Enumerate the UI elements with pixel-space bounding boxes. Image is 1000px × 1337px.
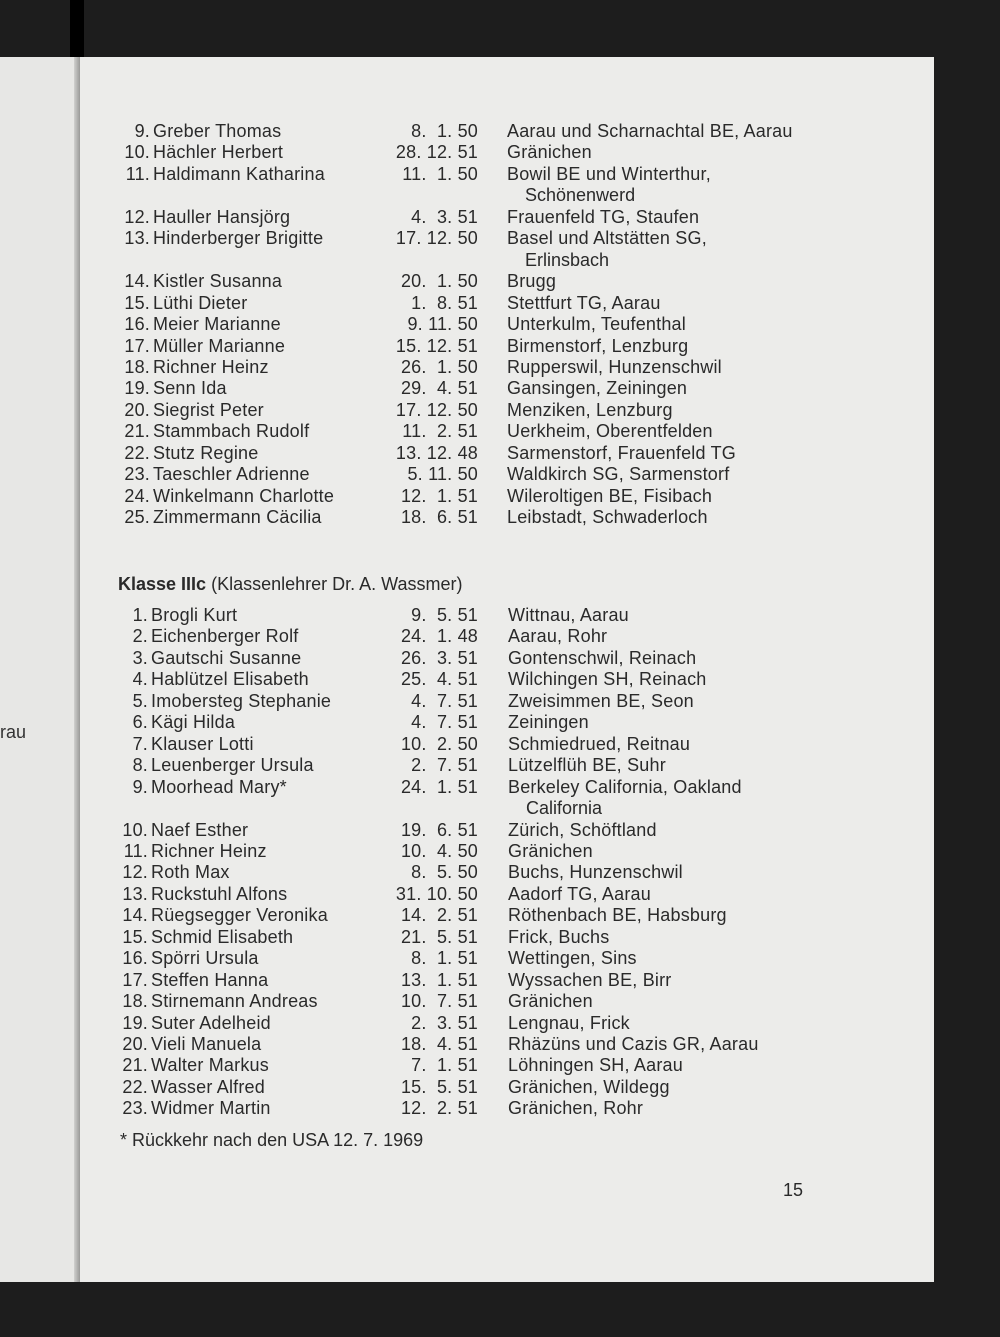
birth-date: 11. 1. 50 <box>402 163 478 184</box>
class-teacher: (Klassenlehrer Dr. A. Wassmer) <box>211 574 463 594</box>
hometown-continuation: Erlinsbach <box>525 249 610 270</box>
birth-date: 19. 6. 51 <box>400 819 478 840</box>
student-name: Winkelmann Charlotte <box>153 485 335 506</box>
list-row <box>0 734 900 756</box>
entry-number: 11. <box>125 163 150 184</box>
list-row <box>0 443 900 465</box>
entry-number: 24. <box>124 485 150 506</box>
birth-date: 29. 4. 51 <box>400 378 478 399</box>
birth-date: 8. 1. 50 <box>411 121 478 141</box>
birth-date: 25. 4. 51 <box>400 669 478 690</box>
hometown-residence: Frick, Buchs <box>508 926 610 947</box>
student-name: Greber Thomas <box>153 121 282 141</box>
hometown-residence: Menziken, Lenzburg <box>507 399 673 420</box>
birth-date: 17. 12. 50 <box>395 228 478 249</box>
list-row <box>0 626 900 648</box>
entry-number: 10. <box>122 819 148 840</box>
birth-date: 4. 3. 51 <box>411 206 478 227</box>
student-name: Richner Heinz <box>153 356 269 377</box>
student-name: Naef Esther <box>151 819 249 840</box>
list-row <box>0 948 900 970</box>
entry-number: 12. <box>122 862 148 883</box>
list-row <box>0 669 900 691</box>
list-row <box>0 841 900 863</box>
entry-number: 5. <box>132 690 148 711</box>
list-row <box>0 991 900 1013</box>
student-name: Brogli Kurt <box>151 605 238 625</box>
entry-number: 13. <box>124 228 150 249</box>
entry-number: 20. <box>122 1034 148 1054</box>
entry-number: 1. <box>132 605 148 625</box>
entry-number: 6. <box>132 712 148 733</box>
hometown-residence: Zweisimmen BE, Seon <box>508 690 694 711</box>
birth-date: 2. 3. 51 <box>411 1012 478 1033</box>
hometown-residence: Gränichen, Wildegg <box>508 1076 670 1097</box>
list-row <box>0 862 900 884</box>
list-row <box>0 1098 900 1120</box>
hometown-residence: Lengnau, Frick <box>508 1012 630 1033</box>
list-row <box>0 777 900 799</box>
entry-number: 15. <box>122 926 148 947</box>
list-row <box>0 820 900 842</box>
list-row <box>0 884 900 906</box>
birth-date: 18. 4. 51 <box>400 1034 478 1054</box>
list-row <box>0 378 900 400</box>
student-name: Senn Ida <box>153 378 227 399</box>
entry-number: 22. <box>124 442 150 463</box>
student-name: Zimmermann Cäcilia <box>153 507 322 528</box>
student-name: Taeschler Adrienne <box>153 464 310 485</box>
hometown-residence: Uerkheim, Oberentfelden <box>507 421 713 442</box>
entry-number: 17. <box>124 335 150 356</box>
list-row <box>0 121 900 143</box>
hometown-residence: Aadorf TG, Aarau <box>508 883 651 904</box>
birth-date: 18. 6. 51 <box>400 507 478 528</box>
student-name: Gautschi Susanne <box>151 647 302 668</box>
entry-number: 8. <box>132 755 148 776</box>
hometown-residence: Sarmenstorf, Frauenfeld TG <box>507 442 736 463</box>
birth-date: 9. 5. 51 <box>411 605 478 625</box>
hometown-residence: Zeiningen <box>508 712 589 733</box>
hometown-residence: Rupperswil, Hunzenschwil <box>507 356 722 377</box>
hometown-residence: Unterkulm, Teufenthal <box>507 314 686 335</box>
birth-date: 14. 2. 51 <box>400 905 478 926</box>
birth-date: 28. 12. 51 <box>395 142 478 163</box>
student-name: Imobersteg Stephanie <box>151 690 332 711</box>
entry-number: 13. <box>122 883 148 904</box>
student-name: Müller Marianne <box>153 335 286 356</box>
hometown-residence: Waldkirch SG, Sarmenstorf <box>507 464 730 485</box>
list-row <box>0 207 900 229</box>
entry-number: 14. <box>124 271 150 292</box>
list-row <box>0 905 900 927</box>
list-row <box>0 228 900 250</box>
list-row <box>0 336 900 358</box>
student-name: Hablützel Elisabeth <box>151 669 309 690</box>
student-name: Ruckstuhl Alfons <box>151 883 288 904</box>
birth-date: 8. 5. 50 <box>411 862 478 883</box>
student-name: Siegrist Peter <box>153 399 264 420</box>
hometown-residence: Lützelflüh BE, Suhr <box>508 755 666 776</box>
student-name: Stirnemann Andreas <box>151 991 318 1012</box>
entry-number: 23. <box>124 464 150 485</box>
birth-date: 10. 7. 51 <box>400 991 478 1012</box>
hometown-residence: Brugg <box>507 271 557 292</box>
hometown-residence: Gränichen <box>508 840 593 861</box>
student-name: Richner Heinz <box>151 840 267 861</box>
student-name: Walter Markus <box>151 1055 269 1076</box>
hometown-residence: Buchs, Hunzenschwil <box>508 862 683 883</box>
birth-date: 5. 11. 50 <box>407 464 478 485</box>
student-name: Hinderberger Brigitte <box>153 228 324 249</box>
list-row <box>0 507 900 529</box>
birth-date: 31. 10. 50 <box>395 883 478 904</box>
entry-number: 9. <box>132 776 148 797</box>
entry-number: 23. <box>122 1098 148 1119</box>
hometown-residence: Wyssachen BE, Birr <box>508 969 672 990</box>
student-name: Rüegsegger Veronika <box>151 905 328 926</box>
list-row <box>0 271 900 293</box>
birth-date: 17. 12. 50 <box>395 399 478 420</box>
list-row <box>0 357 900 379</box>
entry-number: 20. <box>124 399 150 420</box>
left-page-text-fragment: rau <box>0 722 27 742</box>
hometown-residence: Bowil BE und Winterthur, <box>507 163 711 184</box>
page-number: 15 <box>783 1180 804 1200</box>
student-name: Suter Adelheid <box>151 1012 271 1033</box>
list-row <box>0 1055 900 1077</box>
birth-date: 2. 7. 51 <box>411 755 478 776</box>
hometown-residence: Leibstadt, Schwaderloch <box>507 507 708 528</box>
list-row <box>0 164 900 186</box>
top-edge-bar <box>70 0 84 60</box>
list-row <box>0 712 900 734</box>
list-row <box>0 421 900 443</box>
student-name: Roth Max <box>151 862 230 883</box>
entry-number: 17. <box>122 969 148 990</box>
hometown-residence: Birmenstorf, Lenzburg <box>507 335 689 356</box>
birth-date: 24. 1. 51 <box>400 776 478 797</box>
birth-date: 4. 7. 51 <box>411 690 478 711</box>
birth-date: 10. 2. 50 <box>400 733 478 754</box>
entry-number: 14. <box>122 905 148 926</box>
list-row <box>0 605 900 627</box>
birth-date: 26. 3. 51 <box>400 647 478 668</box>
entry-number: 19. <box>124 378 150 399</box>
list-row <box>0 927 900 949</box>
list-row <box>0 1013 900 1035</box>
student-name: Kistler Susanna <box>153 271 283 292</box>
list-row <box>0 1034 900 1056</box>
entry-number: 3. <box>132 647 148 668</box>
student-name: Haldimann Katharina <box>153 163 325 184</box>
hometown-residence: Gansingen, Zeiningen <box>507 378 688 399</box>
student-name: Vieli Manuela <box>151 1034 262 1054</box>
footnote: * Rückkehr nach den USA 12. 7. 1969 <box>120 1130 424 1150</box>
hometown-residence: Wittnau, Aarau <box>508 605 629 625</box>
student-name: Stammbach Rudolf <box>153 421 310 442</box>
entry-number: 15. <box>124 292 150 313</box>
entry-number: 4. <box>132 669 148 690</box>
birth-date: 21. 5. 51 <box>400 926 478 947</box>
list-row <box>0 486 900 508</box>
student-name: Spörri Ursula <box>151 948 259 969</box>
student-name: Kägi Hilda <box>151 712 236 733</box>
birth-date: 10. 4. 50 <box>400 840 478 861</box>
birth-date: 13. 1. 51 <box>400 969 478 990</box>
list-row <box>0 400 900 422</box>
entry-number: 2. <box>132 626 148 647</box>
hometown-residence: Wilchingen SH, Reinach <box>508 669 707 690</box>
student-name: Leuenberger Ursula <box>151 755 314 776</box>
birth-date: 11. 2. 51 <box>402 421 478 442</box>
list-row <box>0 142 900 164</box>
student-name: Steffen Hanna <box>151 969 269 990</box>
hometown-residence: Aarau und Scharnachtal BE, Aarau <box>507 121 793 141</box>
birth-date: 7. 1. 51 <box>411 1055 478 1076</box>
birth-date: 15. 5. 51 <box>400 1076 478 1097</box>
entry-number: 10. <box>124 142 150 163</box>
hometown-residence: Schmiedrued, Reitnau <box>508 733 691 754</box>
birth-date: 12. 1. 51 <box>400 485 478 506</box>
hometown-residence: Aarau, Rohr <box>508 626 608 647</box>
birth-date: 13. 12. 48 <box>395 442 478 463</box>
entry-number: 16. <box>122 948 148 969</box>
birth-date: 8. 1. 51 <box>411 948 478 969</box>
entry-number: 7. <box>132 733 148 754</box>
list-row <box>0 970 900 992</box>
student-name: Klauser Lotti <box>151 733 254 754</box>
list-row <box>0 314 900 336</box>
hometown-residence: Frauenfeld TG, Staufen <box>507 206 700 227</box>
birth-date: 20. 1. 50 <box>400 271 478 292</box>
birth-date: 9. 11. 50 <box>407 314 478 335</box>
hometown-residence: Zürich, Schöftland <box>508 819 657 840</box>
hometown-residence: Gränichen <box>507 142 592 163</box>
hometown-residence: Berkeley California, Oakland <box>508 776 742 797</box>
hometown-continuation: Schönenwerd <box>525 185 636 206</box>
hometown-residence: Rhäzüns und Cazis GR, Aarau <box>508 1034 759 1054</box>
student-name: Hauller Hansjörg <box>153 206 291 227</box>
hometown-residence: Röthenbach BE, Habsburg <box>508 905 727 926</box>
entry-number: 12. <box>124 206 150 227</box>
list-row <box>0 648 900 670</box>
class-title: Klasse IIIc <box>118 574 207 594</box>
birth-date: 1. 8. 51 <box>411 292 478 313</box>
birth-date: 26. 1. 50 <box>400 356 478 377</box>
hometown-residence: Wileroltigen BE, Fisibach <box>507 485 713 506</box>
birth-date: 24. 1. 48 <box>400 626 478 647</box>
entry-number: 18. <box>124 356 150 377</box>
student-name: Stutz Regine <box>153 442 259 463</box>
student-name: Hächler Herbert <box>153 142 284 163</box>
hometown-residence: Gontenschwil, Reinach <box>508 647 697 668</box>
entry-number: 25. <box>124 507 150 528</box>
entry-number: 9. <box>134 121 150 141</box>
entry-number: 21. <box>124 421 150 442</box>
hometown-residence: Stettfurt TG, Aarau <box>507 292 661 313</box>
birth-date: 12. 2. 51 <box>400 1098 478 1119</box>
entry-number: 21. <box>122 1055 148 1076</box>
hometown-continuation: California <box>526 798 603 819</box>
student-name: Widmer Martin <box>151 1098 271 1119</box>
list-row <box>0 755 900 777</box>
hometown-residence: Löhningen SH, Aarau <box>508 1055 683 1076</box>
hometown-residence: Gränichen <box>508 991 593 1012</box>
student-name: Meier Marianne <box>153 314 281 335</box>
entry-number: 19. <box>122 1012 148 1033</box>
list-row <box>0 293 900 315</box>
student-name: Schmid Elisabeth <box>151 926 294 947</box>
entry-number: 16. <box>124 314 150 335</box>
hometown-residence: Gränichen, Rohr <box>508 1098 644 1119</box>
class-heading <box>118 574 462 595</box>
list-row <box>0 691 900 713</box>
list-row <box>0 464 900 486</box>
birth-date: 4. 7. 51 <box>411 712 478 733</box>
student-name: Moorhead Mary* <box>151 776 287 797</box>
list-row <box>0 1077 900 1099</box>
student-name: Eichenberger Rolf <box>151 626 299 647</box>
student-name: Lüthi Dieter <box>153 292 248 313</box>
entry-number: 22. <box>122 1076 148 1097</box>
hometown-residence: Wettingen, Sins <box>508 948 637 969</box>
student-name: Wasser Alfred <box>151 1076 265 1097</box>
birth-date: 15. 12. 51 <box>395 335 478 356</box>
hometown-residence: Basel und Altstätten SG, <box>507 228 707 249</box>
entry-number: 11. <box>123 840 148 861</box>
entry-number: 18. <box>122 991 148 1012</box>
